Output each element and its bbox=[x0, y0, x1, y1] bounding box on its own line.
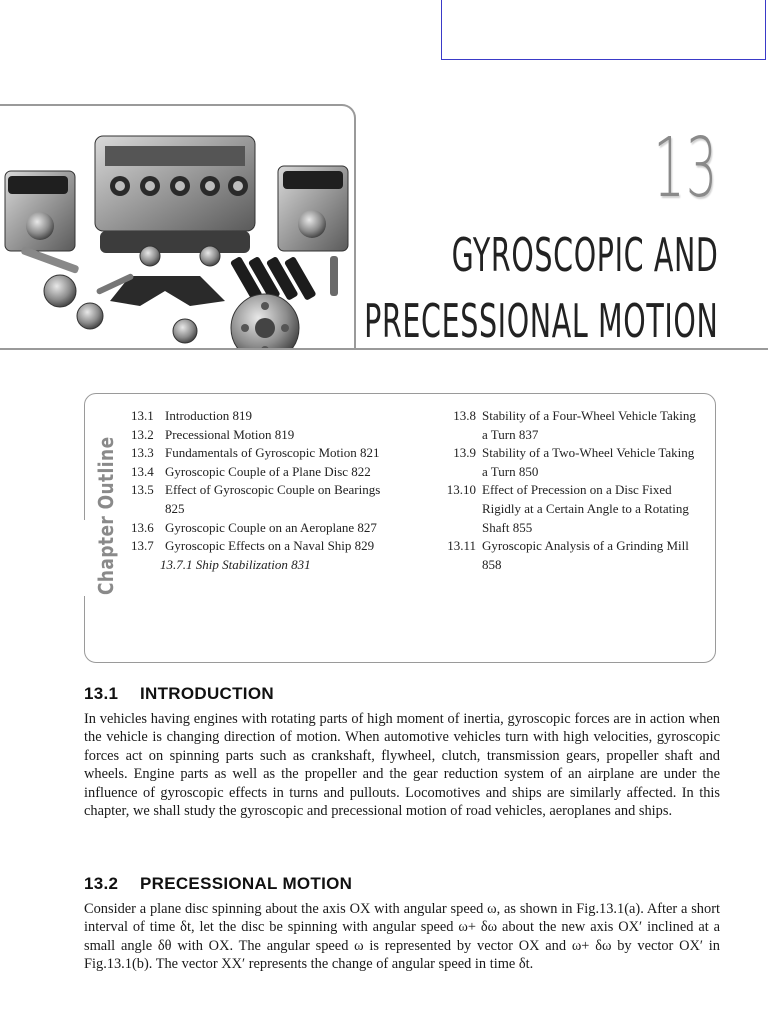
outline-item[interactable]: 13.4 Gyroscopic Couple of a Plane Disc 822 bbox=[131, 463, 371, 479]
outline-item[interactable]: 13.2 Precessional Motion 819 bbox=[131, 426, 295, 442]
section-heading-introduction: 13.1 INTRODUCTION bbox=[84, 684, 274, 703]
section-heading-precessional-motion: 13.2 PRECESSIONAL MOTION bbox=[84, 874, 353, 893]
engine-illustration bbox=[0, 106, 356, 350]
outline-item[interactable]: 13.8 Stability of a Four-Wheel Vehicle Taking a Turn 837 bbox=[453, 408, 696, 442]
header-box bbox=[441, 0, 766, 60]
outline-item[interactable]: 13.3 Fundamentals of Gyroscopic Motion 821 bbox=[131, 445, 380, 461]
outline-subitem[interactable]: 13.7.1 Ship Stabilization 831 bbox=[160, 556, 311, 572]
precessional-motion-paragraph: Consider a plane disc spinning about the axis OX with angular speed ω, as shown in Fig.13.1(a). After a short interval of time δt, let the disc be spinning with angular speed ω+ δω about the new axis OX′ inclined at a small angle δθ with OX. The angular speed ω is represented by vector OX and ω+ δω by vector OX′ in Fig.13.1(b). The vector XX′ represents the change of angular speed in time δt. bbox=[84, 901, 720, 973]
chapter-outline-label: Chapter Outline bbox=[94, 436, 118, 595]
chapter-title-line1: GYROSCOPIC AND bbox=[451, 228, 718, 282]
outline-item[interactable]: 13.9 Stability of a Two-Wheel Vehicle Taking a Turn 850 bbox=[453, 445, 695, 479]
outline-item[interactable]: 13.1 Introduction 819 bbox=[131, 408, 253, 423]
outline-right-column bbox=[440, 407, 700, 574]
outline-item[interactable]: 13.10 Effect of Precession on a Disc Fixed Rigidly at a Certain Angle to a Rotating Shaft 855 bbox=[446, 482, 689, 535]
outline-item[interactable]: 13.11 Gyroscopic Analysis of a Grinding Mill 858 bbox=[447, 538, 689, 572]
introduction-paragraph: In vehicles having engines with rotating parts of high moment of inertia, gyroscopic forces are in action when the vehicle is changing direction of motion. When automotive vehicles turn with high velocities, gyroscopic forces act on spinning parts such as crankshaft, flywheel, clutch, transmission gears, propeller shaft and wheels. Engine parts as well as the propeller and the gear reduction system of an airplane are under the influence of gyroscopic effects in turns and pullouts. Locomotives and ships are similarly affected. In this chapter, we shall study the gyroscopic and precessional motion of road vehicles, aeroplanes and ships. bbox=[84, 711, 720, 820]
outline-item[interactable]: 13.5 Effect of Gyroscopic Couple on Bearings 825 bbox=[131, 482, 381, 516]
title-rule bbox=[354, 348, 768, 350]
outline-item[interactable]: 13.6 Gyroscopic Couple on an Aeroplane 827 bbox=[131, 519, 377, 535]
outline-label-gap bbox=[84, 520, 86, 596]
chapter-number: 13 bbox=[652, 121, 718, 216]
outline-item[interactable]: 13.7 Gyroscopic Effects on a Naval Ship 829 bbox=[131, 538, 375, 554]
outline-left-column bbox=[131, 407, 381, 574]
chapter-title-line2: PRECESSIONAL MOTION bbox=[363, 294, 718, 348]
engine-parts-image bbox=[0, 104, 356, 350]
